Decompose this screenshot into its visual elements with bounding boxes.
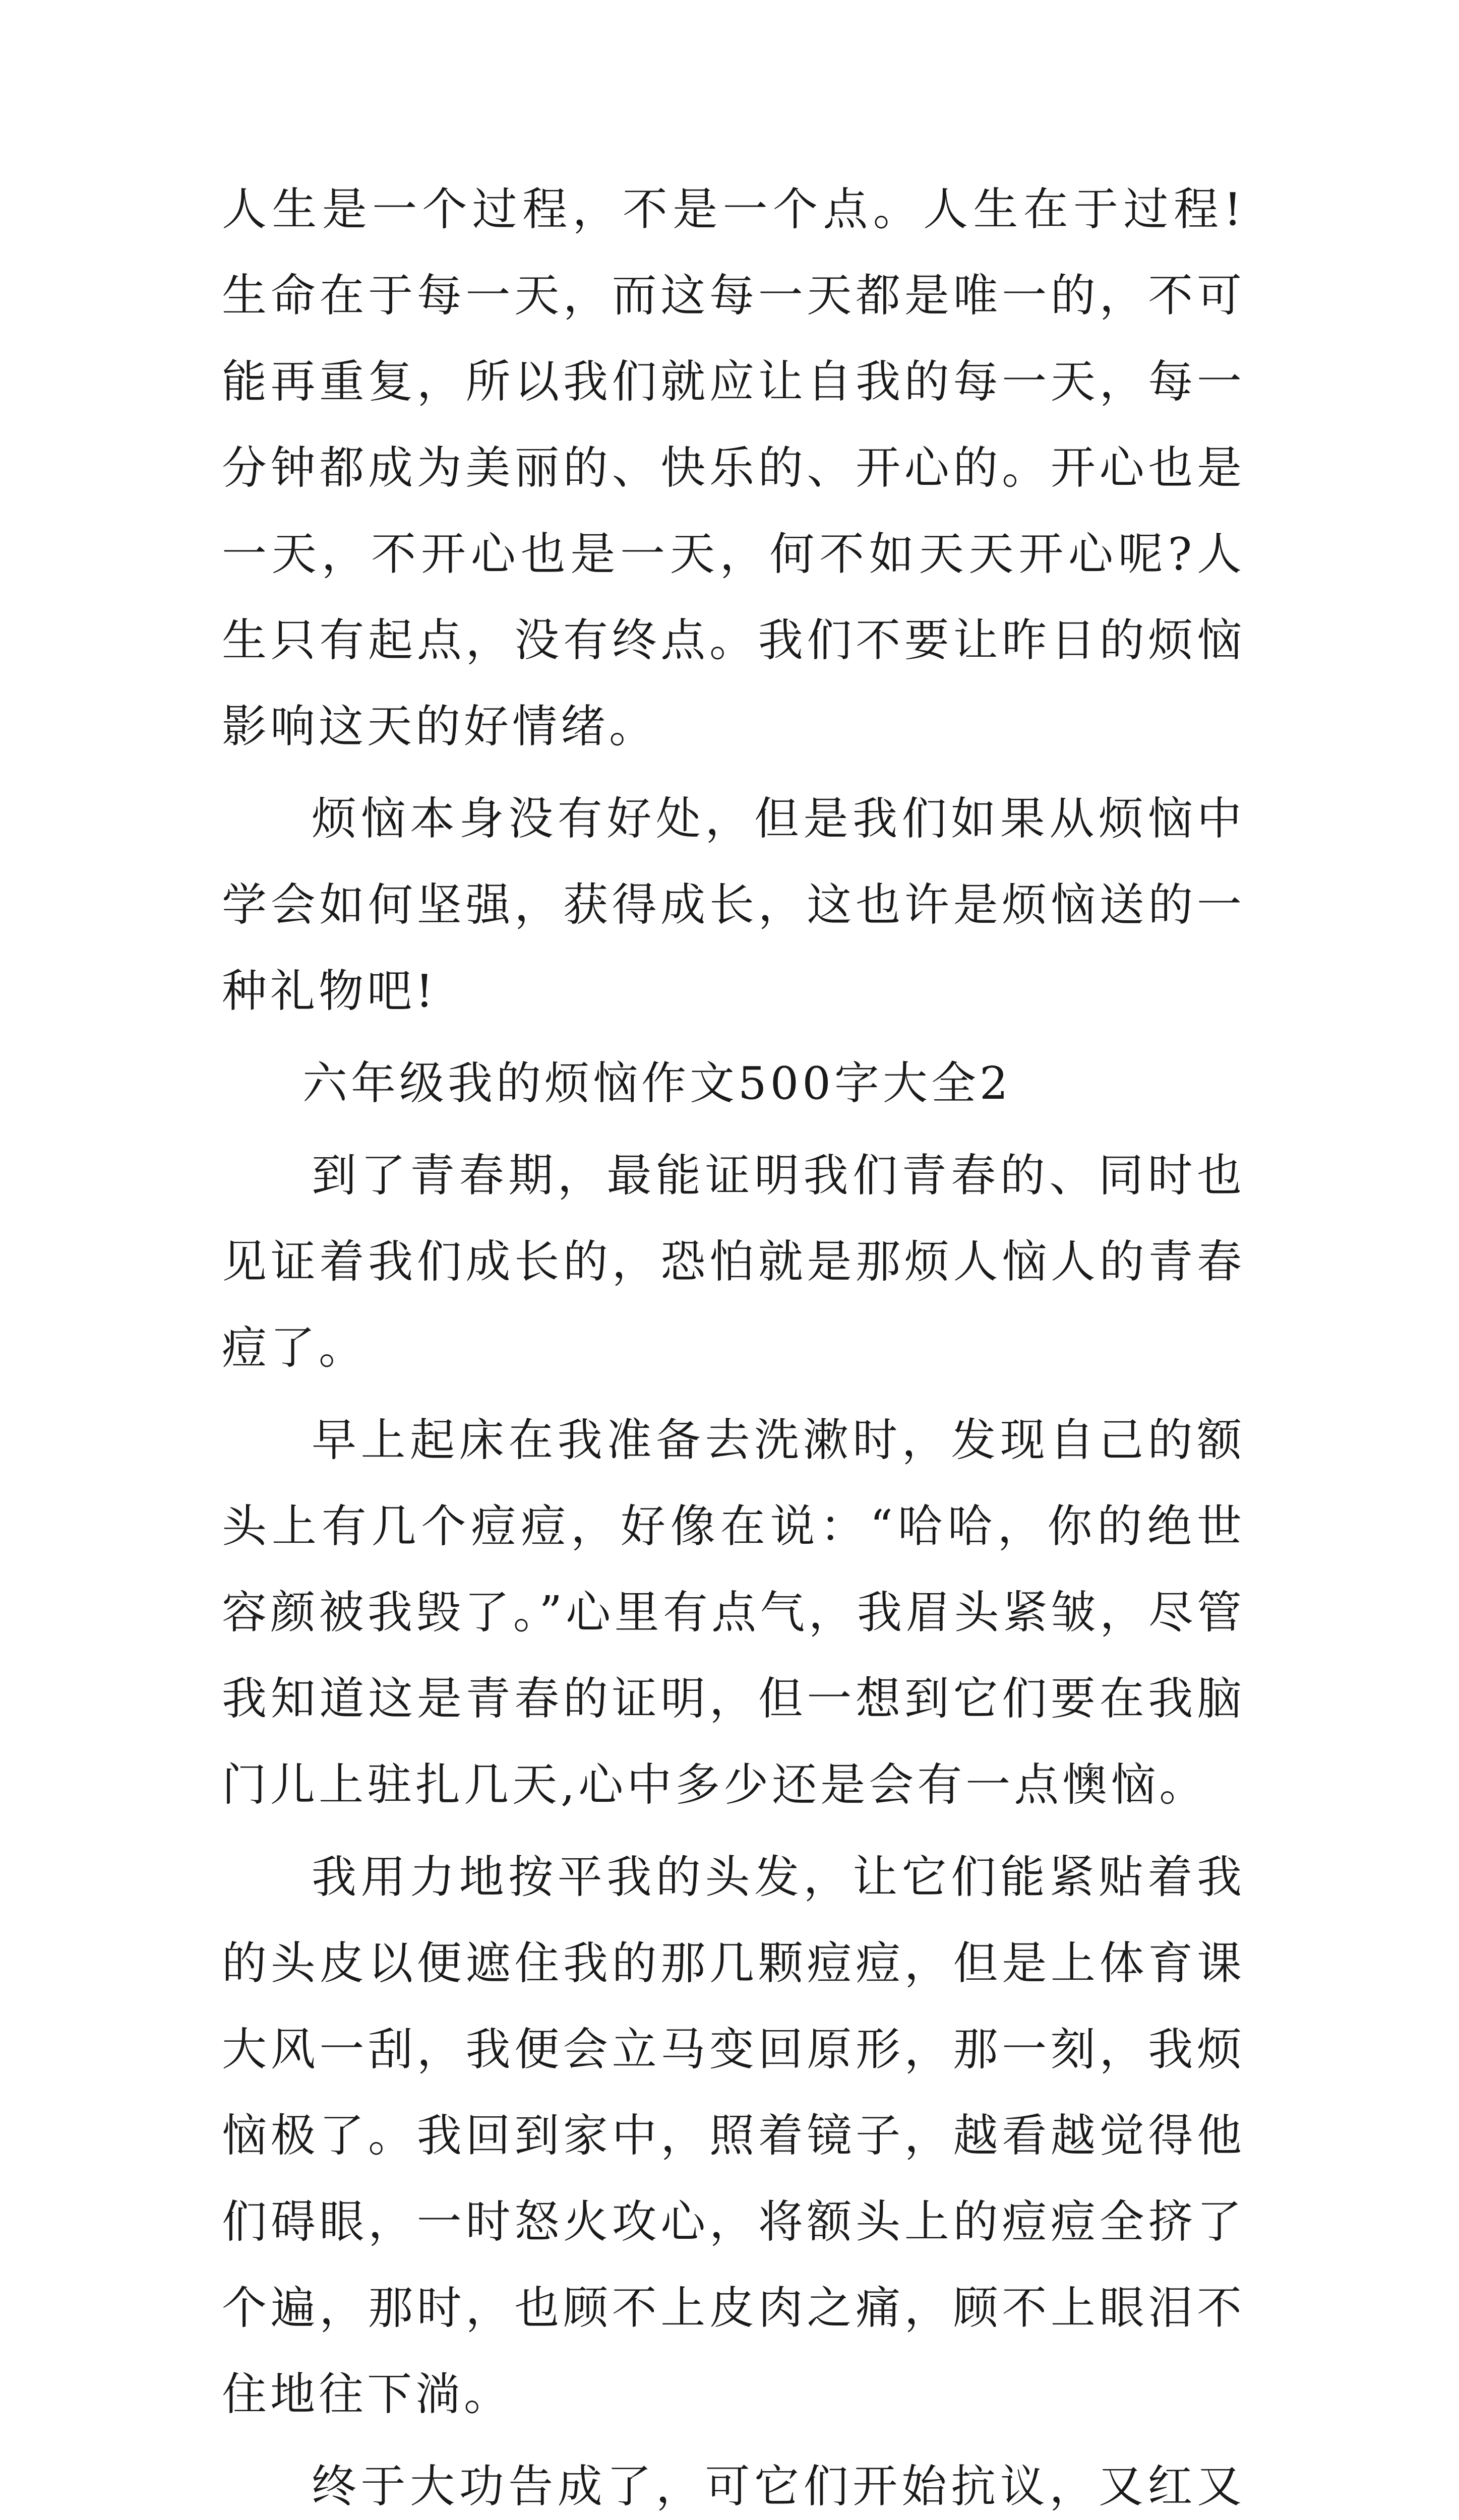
paragraph-2: 烦恼本身没有好处，但是我们如果从烦恼中学会如何坚强，获得成长，这也许是烦恼送的一种礼物吧! <box>222 792 1245 1017</box>
paragraph-6: 终于大功告成了，可它们开始抗议，又红又 <box>312 2460 1245 2512</box>
paragraph-3: 到了青春期，最能证明我们青春的、同时也见证着我们成长的，恐怕就是那烦人恼人的青春痘了。 <box>222 1149 1245 1374</box>
essay-title: 六年级我的烦恼作文500字大全2 <box>302 1057 1012 1109</box>
paragraph-4: 早上起床在我准备去洗漱时，发现自己的额头上有几个痘痘，好像在说：“哈哈，你的绝世容颜被我毁了。”心里有点气，我眉头紧皱，尽管我知道这是青春的证明，但一想到它们要在我脑门儿上驻扎几天,心中多少还是会有一点懊恼。 <box>222 1414 1245 1811</box>
paragraph-1: 人生是一个过程，不是一个点。人生在于过程!生命在于每一天，而这每一天都是唯一的，不可能再重复，所以我们就应让自我的每一天，每一分钟都成为美丽的、快乐的、开心的。开心也是一天，不开心也是一天，何不如天天开心呢?人生只有起点，没有终点。我们不要让昨日的烦恼影响这天的好情绪。 <box>222 183 1245 752</box>
essay-body <box>222 166 1245 2520</box>
paragraph-5: 我用力地按平我的头发，让它们能紧贴着我的头皮以便遮住我的那几颗痘痘，但是上体育课大风一刮，我便会立马变回原形，那一刻，我烦恼极了。我回到家中，照着镜子，越看越觉得他们碍眼，一时怒火攻心，将额头上的痘痘全挤了个遍，那时，也顾不上皮肉之痛，顾不上眼泪不住地往下淌。 <box>222 1851 1245 2420</box>
